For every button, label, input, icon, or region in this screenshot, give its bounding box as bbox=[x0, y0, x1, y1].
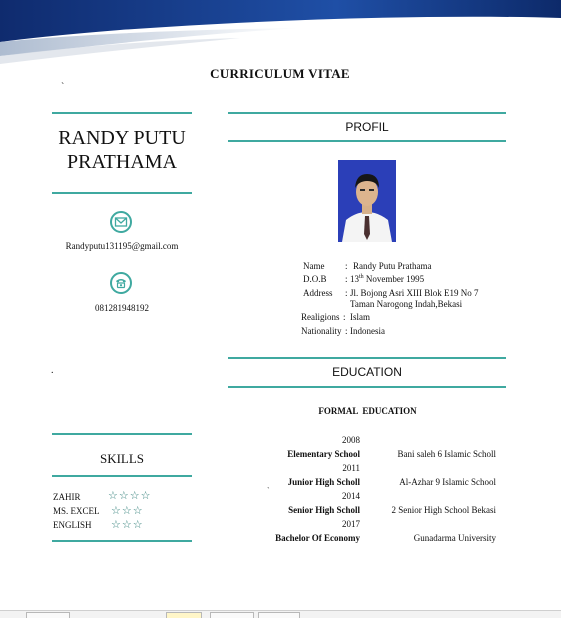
edu-level: Elementary School bbox=[287, 449, 360, 459]
profil-rule-top bbox=[228, 112, 506, 114]
profile-value-dob bbox=[350, 274, 424, 284]
edu-level: Senior High Scholl bbox=[288, 505, 360, 515]
edu-school: Gunadarma University bbox=[413, 533, 496, 543]
edu-level: Junior High Scholl bbox=[287, 477, 360, 487]
skills-rule-bottom bbox=[52, 540, 192, 542]
profile-label: Name bbox=[303, 261, 325, 271]
profile-value-nationality: Indonesia bbox=[350, 326, 385, 336]
profile-label: D.O.B bbox=[303, 274, 327, 284]
profil-heading: PROFIL bbox=[345, 120, 389, 134]
profile-value-name: Randy Putu Prathama bbox=[353, 261, 432, 271]
profile-value-address-2: Taman Narogong Indah,Bekasi bbox=[350, 299, 463, 309]
envelope-icon bbox=[110, 211, 132, 233]
stray-mark: ` bbox=[61, 82, 65, 93]
edu-year: 2017 bbox=[342, 519, 360, 529]
profil-rule-bottom bbox=[228, 140, 506, 142]
profile-sep: : bbox=[343, 312, 346, 322]
skill-label: ZAHIR bbox=[53, 492, 81, 502]
skills-rule-mid bbox=[52, 475, 192, 477]
stray-mark: ` bbox=[267, 486, 270, 495]
telephone-icon bbox=[110, 272, 132, 294]
skills-heading: SKILLS bbox=[99, 451, 145, 466]
edu-year: 2014 bbox=[342, 491, 360, 501]
education-heading: EDUCATION bbox=[332, 365, 402, 379]
star-rating-icon: ☆☆☆ bbox=[111, 519, 144, 531]
dob-month-year: November 1995 bbox=[363, 274, 425, 284]
edu-school: Bani saleh 6 Islamic Scholl bbox=[397, 449, 496, 459]
profile-value-address: Jl. Bojong Asri XIII Blok E19 No 7 bbox=[350, 288, 479, 298]
education-rule-top bbox=[228, 357, 506, 359]
bottom-tab[interactable] bbox=[26, 612, 70, 618]
profile-label: Address bbox=[303, 288, 333, 298]
profile-label: Nationality bbox=[301, 326, 342, 336]
formal-education-heading: FORMAL EDUCATION bbox=[318, 406, 417, 416]
name-line-2: PRATHAMA bbox=[66, 151, 178, 173]
profile-photo bbox=[338, 160, 396, 242]
skills-rule-top bbox=[52, 433, 192, 435]
stray-mark: . bbox=[51, 365, 54, 376]
edu-year: 2011 bbox=[342, 463, 360, 473]
skill-label: MS. EXCEL bbox=[53, 506, 100, 516]
left-rule-top bbox=[52, 112, 192, 114]
profile-label: Realigions bbox=[301, 312, 340, 322]
bottom-tab[interactable] bbox=[258, 612, 300, 618]
star-rating-icon: ☆☆☆ bbox=[111, 505, 144, 517]
profile-value-religion: Islam bbox=[350, 312, 370, 322]
edu-school: 2 Senior High School Bekasi bbox=[391, 505, 496, 515]
bottom-tab[interactable] bbox=[166, 612, 202, 618]
profile-sep: : bbox=[345, 274, 348, 284]
star-rating-icon: ☆☆☆☆ bbox=[108, 490, 152, 502]
profile-sep: : bbox=[345, 261, 348, 271]
edu-level: Bachelor Of Economy bbox=[275, 533, 360, 543]
education-rule-bottom bbox=[228, 386, 506, 388]
left-rule-name bbox=[52, 192, 192, 194]
bottom-tab[interactable] bbox=[210, 612, 254, 618]
profile-sep: : bbox=[345, 288, 348, 298]
edu-year: 2008 bbox=[342, 435, 360, 445]
dob-day: 13 bbox=[350, 274, 359, 284]
edu-school: Al-Azhar 9 Islamic School bbox=[399, 477, 496, 487]
header-decoration bbox=[0, 0, 561, 70]
phone-text: 081281948192 bbox=[95, 303, 149, 313]
skill-label: ENGLISH bbox=[53, 520, 92, 530]
dob-suffix: th bbox=[359, 274, 364, 280]
profile-sep: : bbox=[345, 326, 348, 336]
name-line-1: RANDY PUTU bbox=[58, 127, 186, 149]
email-text: Randyputu131195@gmail.com bbox=[65, 241, 179, 251]
document-title: CURRICULUM VITAE bbox=[210, 66, 350, 81]
